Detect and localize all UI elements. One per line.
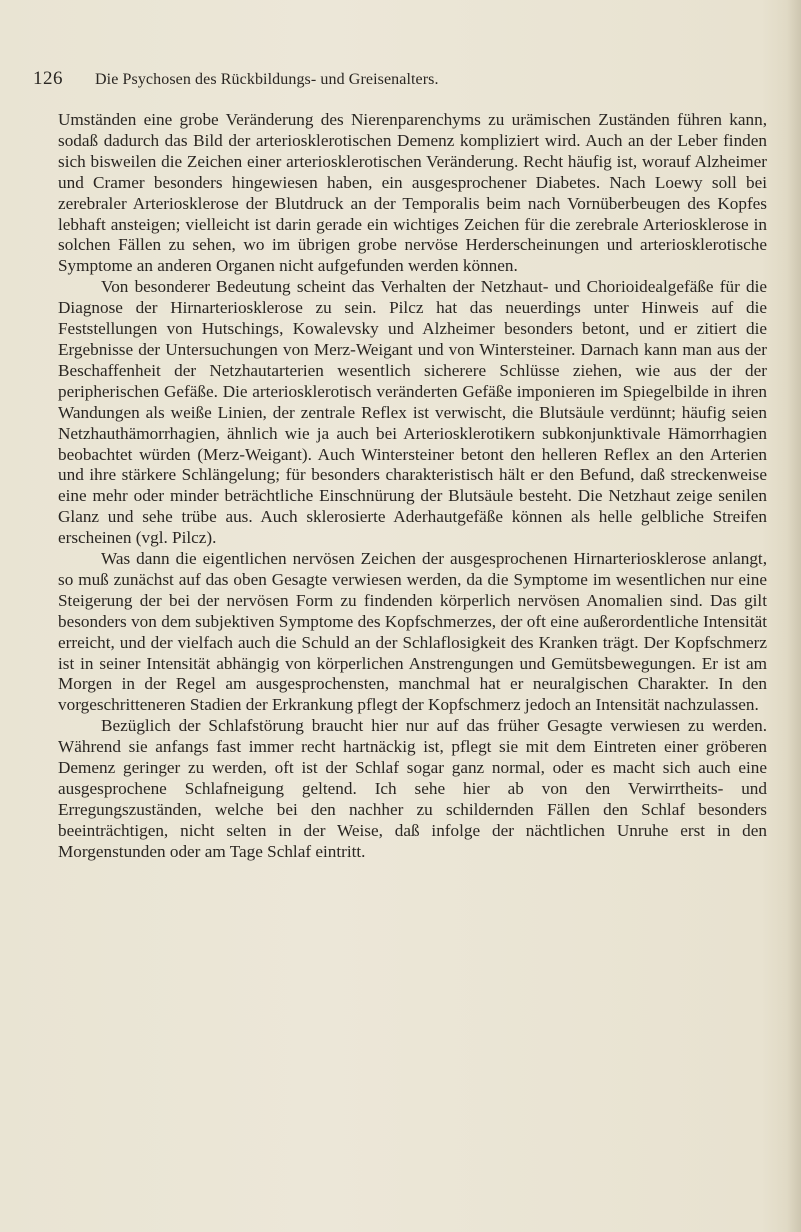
body-text [58, 110, 767, 863]
paragraph-3: Was dann die eigentlichen nervösen Zeichen der ausgesprochenen Hirnarteriosklerose anlangt, so muß zunächst auf das oben Gesagte verwiesen werden, da die Symptome im wesentlichen nur eine Steigerung der bei der nervösen Form zu findenden körperlich nervösen Anomalien sind. Das gilt besonders von dem subjektiven Symptome des Kopfschmerzes, der oft eine außerordentliche Intensität erreicht, und der vielfach auch die Schuld an der Schlaflosigkeit des Kranken trägt. Der Kopfschmerz ist in seiner Intensität abhängig von körperlichen Anstrengungen und Gemütsbewegungen. Er ist am Morgen in der Regel am ausgesprochensten, manchmal hat er neuralgischen Charakter. In den vorgeschritteneren Stadien der Erkrankung pflegt der Kopfschmerz jedoch an Intensität nachzulassen. [58, 549, 767, 715]
paragraph-1: Umständen eine grobe Veränderung des Nierenparenchyms zu urämischen Zuständen führen kann, sodaß dadurch das Bild der arteriosklerotischen Demenz kompliziert wird. Auch an der Leber finden sich bisweilen die Zeichen einer arteriosklerotischen Veränderung. Recht häufig ist, worauf Alzheimer und Cramer besonders hingewiesen haben, ein ausgesprochener Diabetes. Nach Loewy soll bei zerebraler Arteriosklerose der Blutdruck an der Temporalis beim nach Vornüberbeugen des Kopfes lebhaft ansteigen; vielleicht ist darin gerade ein wichtiges Zeichen für die zerebrale Arteriosklerose in solchen Fällen zu sehen, wo im übrigen grobe nervöse Herderscheinungen und arteriosklerotische Symptome an anderen Organen nicht aufgefunden werden können. [58, 110, 767, 276]
page-edge-shadow [787, 0, 801, 1232]
paragraph-4: Bezüglich der Schlafstörung braucht hier nur auf das früher Gesagte verwiesen zu werden. Während sie anfangs fast immer recht hartnäckig ist, pflegt sie mit dem Eintreten einer gröberen Demenz geringer zu werden, oft ist der Schlaf sogar ganz normal, oder es macht sich auch eine ausgesprochene Schlafneigung geltend. Ich sehe hier ab von den Verwirrtheits- und Erregungszuständen, welche bei den nachher zu schildernden Fällen den Schlaf besonders beeinträchtigen, nicht selten in der Weise, daß infolge der nächtlichen Unruhe erst in den Morgenstunden oder am Tage Schlaf eintritt. [58, 716, 767, 861]
page-header [33, 68, 768, 96]
running-head: Die Psychosen des Rückbildungs- und Greisenalters. [95, 71, 439, 88]
page-number: 126 [33, 68, 63, 89]
paragraph-2: Von besonderer Bedeutung scheint das Verhalten der Netzhaut- und Chorioidealgefäße für die Diagnose der Hirnarteriosklerose zu sein. Pilcz hat das neuerdings unter Hinweis auf die Feststellungen von Hutschings, Kowalevsky und Alzheimer besonders betont, und er zitiert die Ergebnisse der Untersuchungen von Merz-Weigant und von Wintersteiner. Darnach kann man aus der Beschaffenheit der Netzhautarterien wesentlich sicherere Schlüsse ziehen, wie aus der der peripherischen Gefäße. Die arteriosklerotisch veränderten Gefäße imponieren im Spiegelbilde in ihren Wandungen als weiße Linien, der zentrale Reflex ist verwischt, die Blutsäule verdünnt; häufig seien Netzhauthämorrhagien, ähnlich wie ja auch bei Arteriosklerotikern subkonjunktivale Hämorrhagien beobachtet würden (Merz-Weigant). Auch Wintersteiner betont den helleren Reflex an den Arterien und ihre stärkere Schlängelung; für besonders charakteristisch hält er den Befund, daß streckenweise eine mehr oder minder beträchtliche Einschnürung der Blutsäule besteht. Die Netzhaut zeige senilen Glanz und sehe trübe aus. Auch sklerosierte Aderhautgefäße können als helle gelbliche Streifen erscheinen (vgl. Pilcz). [58, 277, 767, 548]
